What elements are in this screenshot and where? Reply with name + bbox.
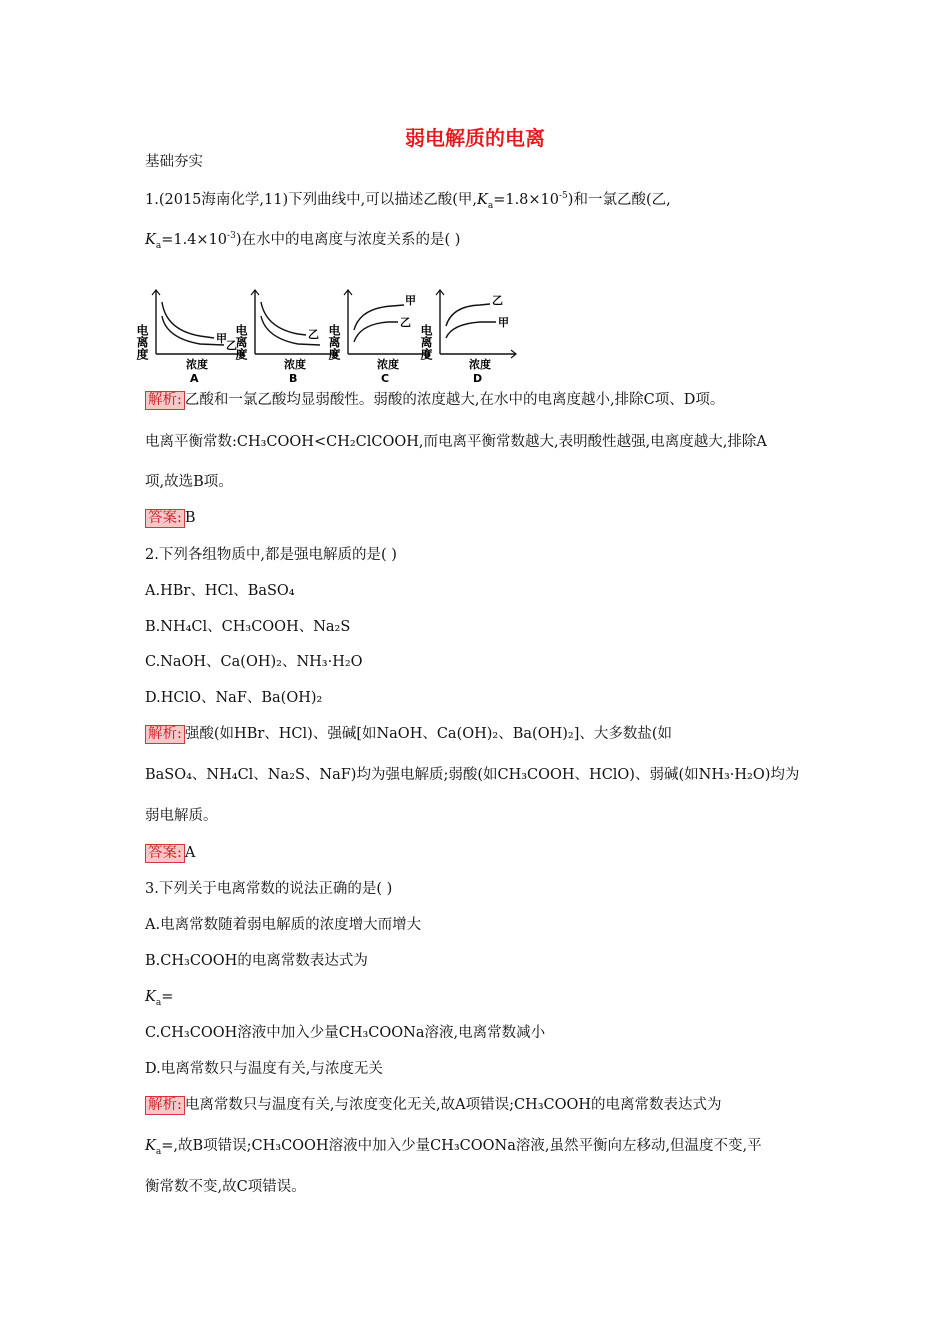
q3-ka-expression: $K_a=$ xyxy=(145,989,174,1008)
page-title: 弱电解质的电离 xyxy=(405,126,545,150)
figure-a-ylabel: 电离度 xyxy=(135,324,149,360)
figure-d-xlabel: 浓度 xyxy=(469,358,491,371)
q3-stem: 3.下列关于电离常数的说法正确的是( ) xyxy=(145,881,393,897)
figure-c-upper-label: 甲 xyxy=(405,294,416,307)
figure-b-xlabel: 浓度 xyxy=(284,358,306,371)
section-heading: 基础夯实 xyxy=(145,154,203,170)
q2-option-d: D.HClO、NaF、Ba(OH)₂ xyxy=(145,690,323,706)
q3-option-b: B.CH₃COOH的电离常数表达式为 xyxy=(145,953,368,969)
q1-figure-row xyxy=(135,286,520,386)
figure-c-xlabel: 浓度 xyxy=(377,358,399,371)
q1-analysis-line1: 解析: 乙酸和一氯乙酸均显弱酸性。弱酸的浓度越大,在水中的电离度越小,排除C项、D项。 xyxy=(145,390,724,410)
q2-option-b: B.NH₄Cl、CH₃COOH、Na₂S xyxy=(145,619,351,635)
figure-b xyxy=(234,290,337,385)
q2-option-c: C.NaOH、Ca(OH)₂、NH₃·H₂O xyxy=(145,654,363,670)
q3-analysis-line1: 解析: 电离常数只与温度有关,与浓度变化无关,故A项错误;CH₃COOH的电离常数表达式为 xyxy=(145,1095,722,1115)
q3-option-a: A.电离常数随着弱电解质的浓度增大而增大 xyxy=(145,917,422,933)
figure-a-upper-label: 甲 xyxy=(216,332,227,345)
q2-analysis-line2: BaSO₄、NH₄Cl、Na₂S、NaF)均为强电解质;弱酸(如CH₃COOH、HClO)、弱碱(如NH₃·H₂O)均为 xyxy=(145,767,800,783)
figure-d-letter: D xyxy=(473,372,483,385)
figure-a-xlabel: 浓度 xyxy=(186,358,208,371)
figure-c-ylabel: 电离度 xyxy=(327,324,341,360)
figure-c xyxy=(327,290,430,385)
q1-analysis-line3: 项,故选B项。 xyxy=(145,474,233,490)
figure-a xyxy=(135,290,244,385)
q1-stem-line1: 1.(2015海南化学,11)下列曲线中,可以描述乙酸(甲$,K_a=1.8\times 10^{-5}$)和一氯乙酸(乙, xyxy=(145,191,671,211)
q2-option-a: A.HBr、HCl、BaSO₄ xyxy=(145,583,295,599)
q3-option-d: D.电离常数只与温度有关,与浓度无关 xyxy=(145,1061,383,1077)
figure-a-lower-label: 乙 xyxy=(226,339,237,352)
q3-analysis-line3: 衡常数不变,故C项错误。 xyxy=(145,1179,306,1195)
q2-analysis-line1: 解析: 强酸(如HBr、HCl)、强碱[如NaOH、Ca(OH)₂、Ba(OH)₂]、大多数盐(如 xyxy=(145,724,672,744)
figure-c-lower-label: 乙 xyxy=(400,316,411,329)
analysis-tag: 解析: xyxy=(145,1096,185,1115)
q2-analysis-line3: 弱电解质。 xyxy=(145,808,218,824)
q2-answer: 答案: A xyxy=(145,843,195,863)
q3-analysis-line2: $K_a=$,故B项错误;CH₃COOH溶液中加入少量CH₃COONa溶液,虽然平衡向左移动,但温度不变,平 xyxy=(145,1138,762,1157)
figure-a-letter: A xyxy=(190,372,199,385)
figure-b-ylabel: 电离度 xyxy=(234,324,248,360)
answer-tag: 答案: xyxy=(145,844,185,863)
figure-b-upper-label: 乙 xyxy=(308,328,319,341)
figure-b-letter: B xyxy=(289,372,298,385)
figure-d-lower-label: 甲 xyxy=(498,316,509,329)
q2-stem: 2.下列各组物质中,都是强电解质的是( ) xyxy=(145,547,397,563)
q1-figures xyxy=(135,286,520,386)
q1-answer: 答案: B xyxy=(145,508,196,528)
q3-option-c: C.CH₃COOH溶液中加入少量CH₃COONa溶液,电离常数减小 xyxy=(145,1025,546,1041)
figure-d-upper-label: 乙 xyxy=(492,294,503,307)
figure-d xyxy=(419,290,516,385)
analysis-tag: 解析: xyxy=(145,391,185,410)
figure-c-letter: C xyxy=(381,372,390,385)
q1-analysis-line2: 电离平衡常数:CH₃COOH<CH₂ClCOOH,而电离平衡常数越大,表明酸性越强,电离度越大,排除A xyxy=(145,434,767,450)
q1-stem-line2: $K_a=1.4\times 10^{-3}$)在水中的电离度与浓度关系的是( ) xyxy=(145,231,461,251)
analysis-tag: 解析: xyxy=(145,725,185,744)
figure-d-ylabel: 电离度 xyxy=(419,324,433,360)
answer-tag: 答案: xyxy=(145,509,185,528)
